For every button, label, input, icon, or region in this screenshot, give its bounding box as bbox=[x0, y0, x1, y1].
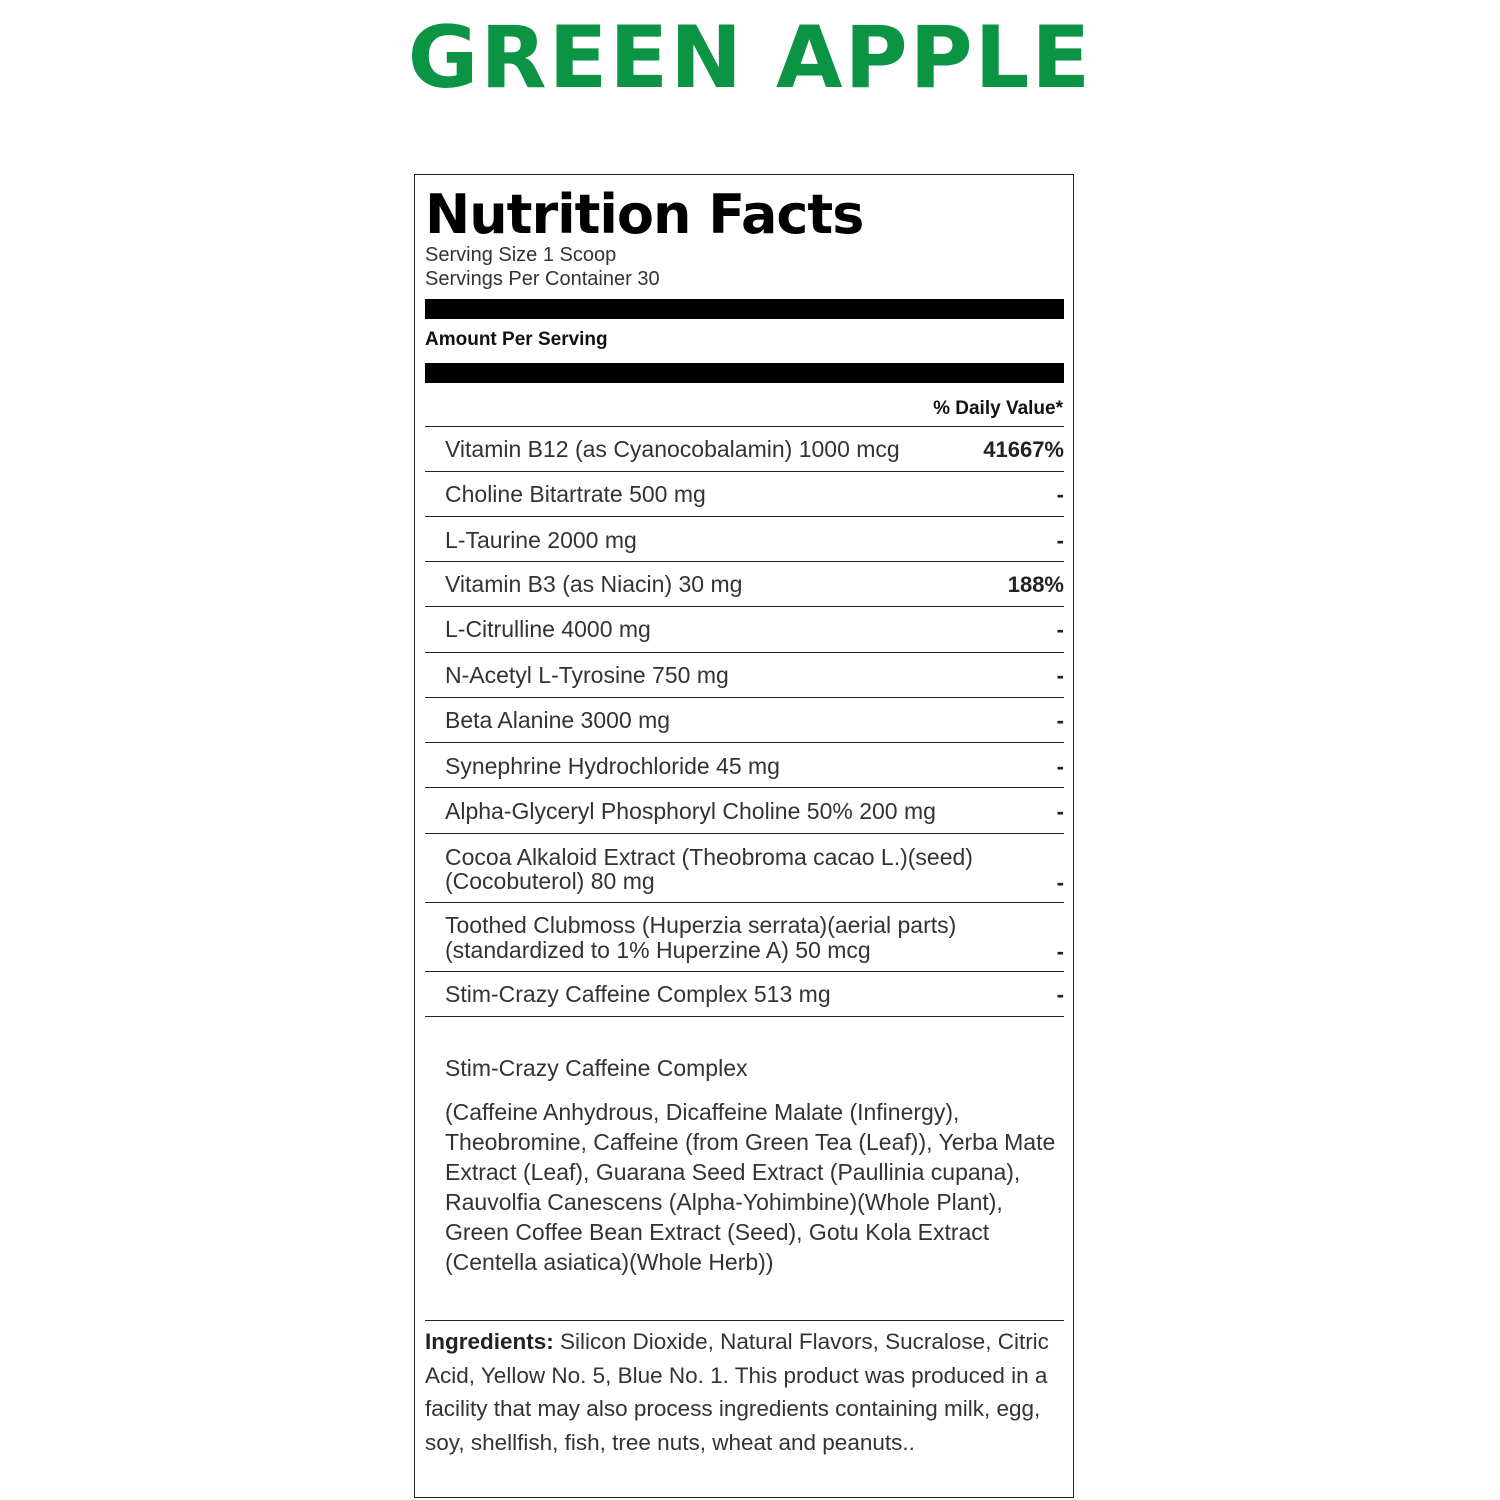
daily-value: - bbox=[1056, 663, 1064, 688]
nutrition-facts-panel bbox=[414, 174, 1074, 1498]
nutrient-name: Synephrine Hydrochloride 45 mg bbox=[445, 753, 780, 779]
daily-value: - bbox=[1056, 982, 1064, 1007]
daily-value: - bbox=[1056, 870, 1064, 895]
daily-value: - bbox=[1056, 799, 1064, 824]
divider bbox=[425, 1320, 1064, 1321]
daily-value-header: % Daily Value* bbox=[933, 398, 1063, 419]
nutrient-row bbox=[425, 517, 1064, 562]
serving-size: Serving Size 1 Scoop bbox=[425, 244, 617, 266]
amount-per-serving: Amount Per Serving bbox=[425, 329, 608, 350]
daily-value: - bbox=[1056, 482, 1064, 507]
nutrient-row bbox=[425, 472, 1064, 517]
servings-per-container: Servings Per Container 30 bbox=[425, 268, 660, 290]
divider bbox=[425, 1016, 1064, 1017]
nutrient-name: Vitamin B12 (as Cyanocobalamin) 1000 mcg bbox=[445, 436, 900, 462]
blend-title: Stim-Crazy Caffeine Complex bbox=[445, 1055, 748, 1081]
daily-value: - bbox=[1056, 708, 1064, 733]
nutrient-name: Stim-Crazy Caffeine Complex 513 mg bbox=[445, 981, 831, 1007]
nutrient-name: Alpha-Glyceryl Phosphoryl Choline 50% 200 mg bbox=[445, 798, 936, 824]
ingredients-label: Ingredients: bbox=[425, 1329, 554, 1354]
nutrient-name: L-Taurine 2000 mg bbox=[445, 527, 637, 553]
daily-value: - bbox=[1056, 754, 1064, 779]
daily-value: - bbox=[1056, 617, 1064, 642]
nutrient-name-line2: (Cocobuterol) 80 mg bbox=[445, 868, 655, 894]
nutrient-row bbox=[425, 653, 1064, 698]
thick-divider bbox=[425, 299, 1064, 319]
thick-divider bbox=[425, 363, 1064, 383]
nutrient-name: Beta Alanine 3000 mg bbox=[445, 707, 671, 733]
nutrient-row bbox=[425, 788, 1064, 833]
nutrient-row bbox=[425, 607, 1064, 652]
nutrient-row bbox=[425, 972, 1064, 1017]
daily-value: 41667% bbox=[983, 437, 1064, 462]
nutrient-row bbox=[425, 427, 1064, 472]
nutrient-row bbox=[425, 698, 1064, 743]
blend-ingredients: (Caffeine Anhydrous, Dicaffeine Malate (Infinergy), Theobromine, Caffeine (from Green Tea (Leaf)), Yerba Mate Extract (Leaf), Guarana Seed Extract (Paullinia cupana), Rauvolfia Canescens (Alpha-Yohimbine)(Whole Plant), Green Coffee Bean Extract (Seed), Gotu Kola Extract (Centella asiatica)(Whole Herb)) bbox=[445, 1099, 1056, 1275]
nutrient-name: Toothed Clubmoss (Huperzia serrata)(aerial parts) bbox=[445, 912, 957, 938]
nutrient-name: Cocoa Alkaloid Extract (Theobroma cacao L.)(seed) bbox=[445, 844, 973, 870]
nutrient-name: N-Acetyl L-Tyrosine 750 mg bbox=[445, 662, 729, 688]
daily-value: - bbox=[1056, 528, 1064, 553]
daily-value: - bbox=[1056, 939, 1064, 964]
ingredients-text: Silicon Dioxide, Natural Flavors, Sucralose, Citric Acid, Yellow No. 5, Blue No. 1. This product was produced in a facility that may also process ingredients containing milk, egg, soy, shellfish, fish, tree nuts, wheat and peanuts.. bbox=[425, 1329, 1049, 1455]
nutrient-row bbox=[425, 834, 1064, 902]
nutrition-facts-title: Nutrition Facts bbox=[425, 183, 864, 246]
flavor-title: GREEN APPLE bbox=[407, 8, 1093, 108]
nutrient-row bbox=[425, 743, 1064, 788]
nutrient-row bbox=[425, 903, 1064, 971]
nutrient-row bbox=[425, 562, 1064, 607]
nutrient-name: L-Citrulline 4000 mg bbox=[445, 616, 651, 642]
nutrient-name: Choline Bitartrate 500 mg bbox=[445, 481, 706, 507]
daily-value: 188% bbox=[1007, 572, 1064, 597]
ingredients-statement bbox=[425, 1325, 1055, 1459]
nutrient-name-line2: (standardized to 1% Huperzine A) 50 mcg bbox=[445, 937, 871, 963]
nutrient-name: Vitamin B3 (as Niacin) 30 mg bbox=[445, 571, 743, 597]
